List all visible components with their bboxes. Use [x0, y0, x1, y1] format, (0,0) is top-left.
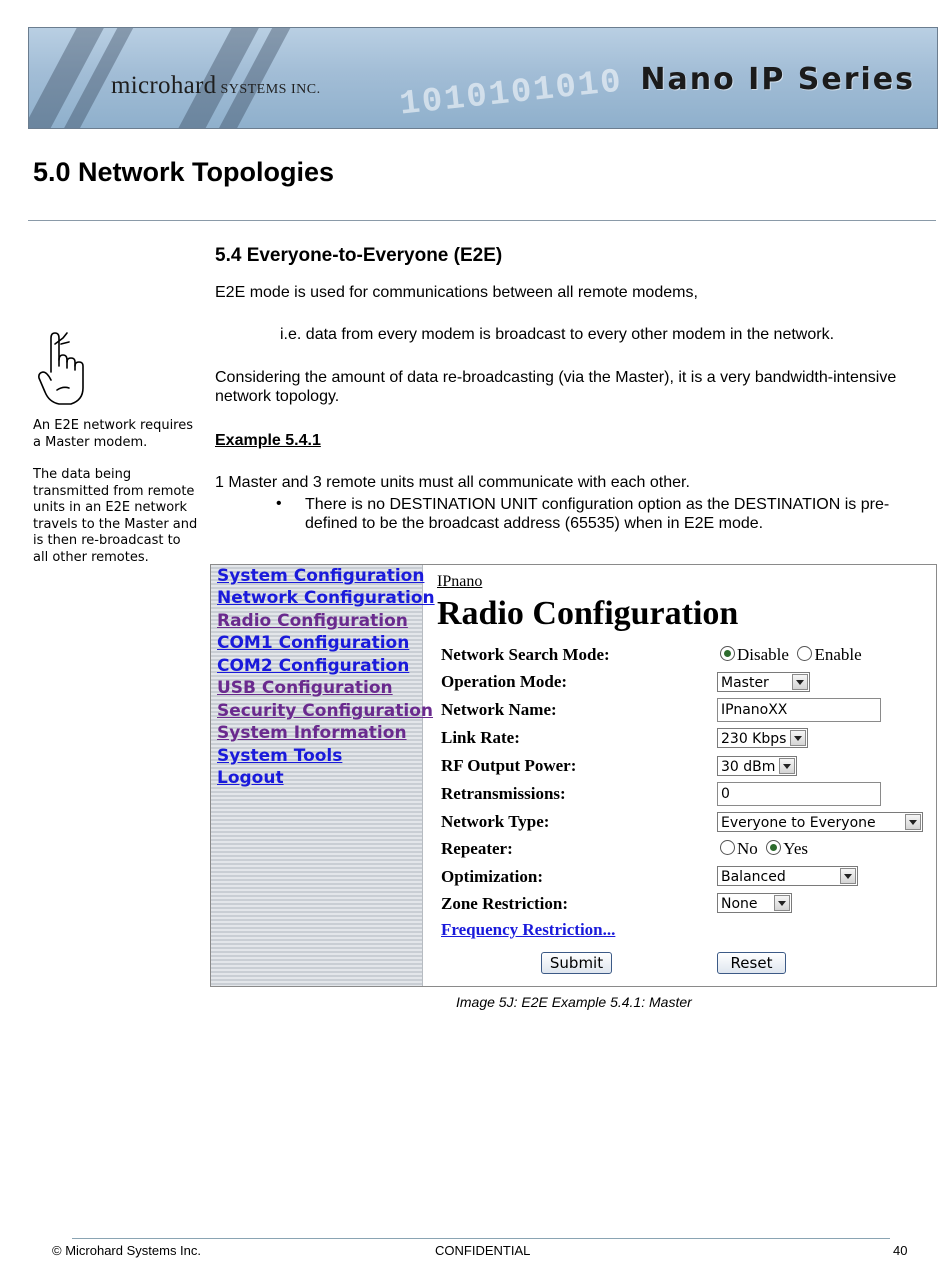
repeater-yes-radio[interactable] [766, 840, 781, 855]
chapter-title: 5.0 Network Topologies [33, 157, 335, 187]
disable-radio[interactable] [720, 646, 735, 661]
repeater-radios: No Yes [720, 839, 808, 859]
zone-restriction-select[interactable]: None [717, 893, 792, 913]
ipnano-home-link[interactable]: IPnano [437, 573, 483, 590]
company-logo: microhard SYSTEMS INC. [111, 72, 321, 99]
retransmissions-input[interactable]: 0 [717, 782, 881, 806]
pointing-hand-icon [33, 330, 93, 413]
radio-config-title: Radio Configuration [437, 595, 739, 632]
optimization-select[interactable]: Balanced [717, 866, 858, 886]
rf-output-power-label: RF Output Power: [441, 756, 577, 775]
operation-mode-select[interactable]: Master [717, 672, 810, 692]
rf-output-power-select[interactable]: 30 dBm [717, 756, 797, 776]
paragraph-example-setup: 1 Master and 3 remote units must all communicate with each other. [215, 474, 690, 491]
operation-mode-label: Operation Mode: [441, 672, 568, 691]
chevron-down-icon [905, 814, 921, 830]
example-heading: Example 5.4.1 [215, 432, 321, 449]
chevron-down-icon [792, 674, 808, 690]
network-search-mode-label: Network Search Mode: [441, 645, 610, 664]
footer-copyright: © Microhard Systems Inc. [52, 1243, 202, 1258]
nav-security-configuration[interactable]: Security Configuration [217, 701, 434, 721]
frequency-restriction-link[interactable]: Frequency Restriction... [441, 920, 616, 939]
link-rate-label: Link Rate: [441, 728, 520, 747]
nav-com1-configuration[interactable]: COM1 Configuration [217, 633, 410, 653]
bullet-destination-note: There is no DESTINATION UNIT configuration option as the DESTINATION is pre-defined to be the broadcast address (65535) when in E2E mode. [305, 496, 890, 532]
paragraph-example: i.e. data from every modem is broadcast to every other modem in the network. [280, 326, 835, 343]
config-nav-sidebar [211, 565, 435, 986]
network-type-label: Network Type: [441, 812, 550, 831]
radio-configuration-screenshot [210, 564, 937, 987]
footer-confidential: CONFIDENTIAL [435, 1243, 531, 1258]
nav-system-configuration[interactable]: System Configuration [217, 566, 425, 586]
bullet-icon: • [276, 495, 282, 512]
repeater-label: Repeater: [441, 839, 513, 858]
nav-system-information[interactable]: System Information [217, 723, 407, 743]
chevron-down-icon [779, 758, 795, 774]
header-banner [28, 27, 938, 129]
nav-com2-configuration[interactable]: COM2 Configuration [217, 656, 410, 676]
side-note-broadcast: The data being transmitted from remote units in an E2E network travels to the Master and is then re-broadcast to all other remotes. [33, 467, 198, 565]
network-name-label: Network Name: [441, 700, 557, 719]
section-title: 5.4 Everyone-to-Everyone (E2E) [215, 245, 503, 266]
radio-config-form [437, 565, 934, 986]
nav-system-tools[interactable]: System Tools [217, 746, 343, 766]
title-divider [28, 220, 936, 221]
chevron-down-icon [790, 730, 806, 746]
nav-logout[interactable]: Logout [217, 768, 284, 788]
reset-button[interactable]: Reset [717, 952, 786, 974]
zone-restriction-label: Zone Restriction: [441, 894, 569, 913]
link-rate-select[interactable]: 230 Kbps [717, 728, 808, 748]
nav-usb-configuration[interactable]: USB Configuration [217, 678, 393, 698]
nav-network-configuration[interactable]: Network Configuration [217, 588, 435, 608]
chevron-down-icon [774, 895, 790, 911]
submit-button[interactable]: Submit [541, 952, 612, 974]
side-note-master: An E2E network requires a Master modem. [33, 418, 194, 450]
paragraph-bandwidth: Considering the amount of data re-broadcasting (via the Master), it is a very bandwidth-intensive network topology. [215, 369, 897, 405]
series-title: Nano IP Series [640, 62, 915, 97]
nav-radio-configuration[interactable]: Radio Configuration [217, 611, 408, 631]
network-type-select[interactable]: Everyone to Everyone [717, 812, 923, 832]
paragraph-intro: E2E mode is used for communications between all remote modems, [215, 284, 698, 301]
network-search-mode-radios: Disable Enable [720, 645, 862, 665]
page-number: 40 [893, 1243, 908, 1258]
retransmissions-label: Retransmissions: [441, 784, 566, 803]
banner-binary-graphic: 1010101010 [397, 63, 625, 125]
footer-divider [72, 1238, 890, 1239]
repeater-no-radio[interactable] [720, 840, 735, 855]
chevron-down-icon [840, 868, 856, 884]
image-caption: Image 5J: E2E Example 5.4.1: Master [456, 994, 692, 1010]
optimization-label: Optimization: [441, 867, 543, 886]
network-name-input[interactable]: IPnanoXX [717, 698, 881, 722]
side-note [33, 418, 198, 582]
enable-radio[interactable] [797, 646, 812, 661]
